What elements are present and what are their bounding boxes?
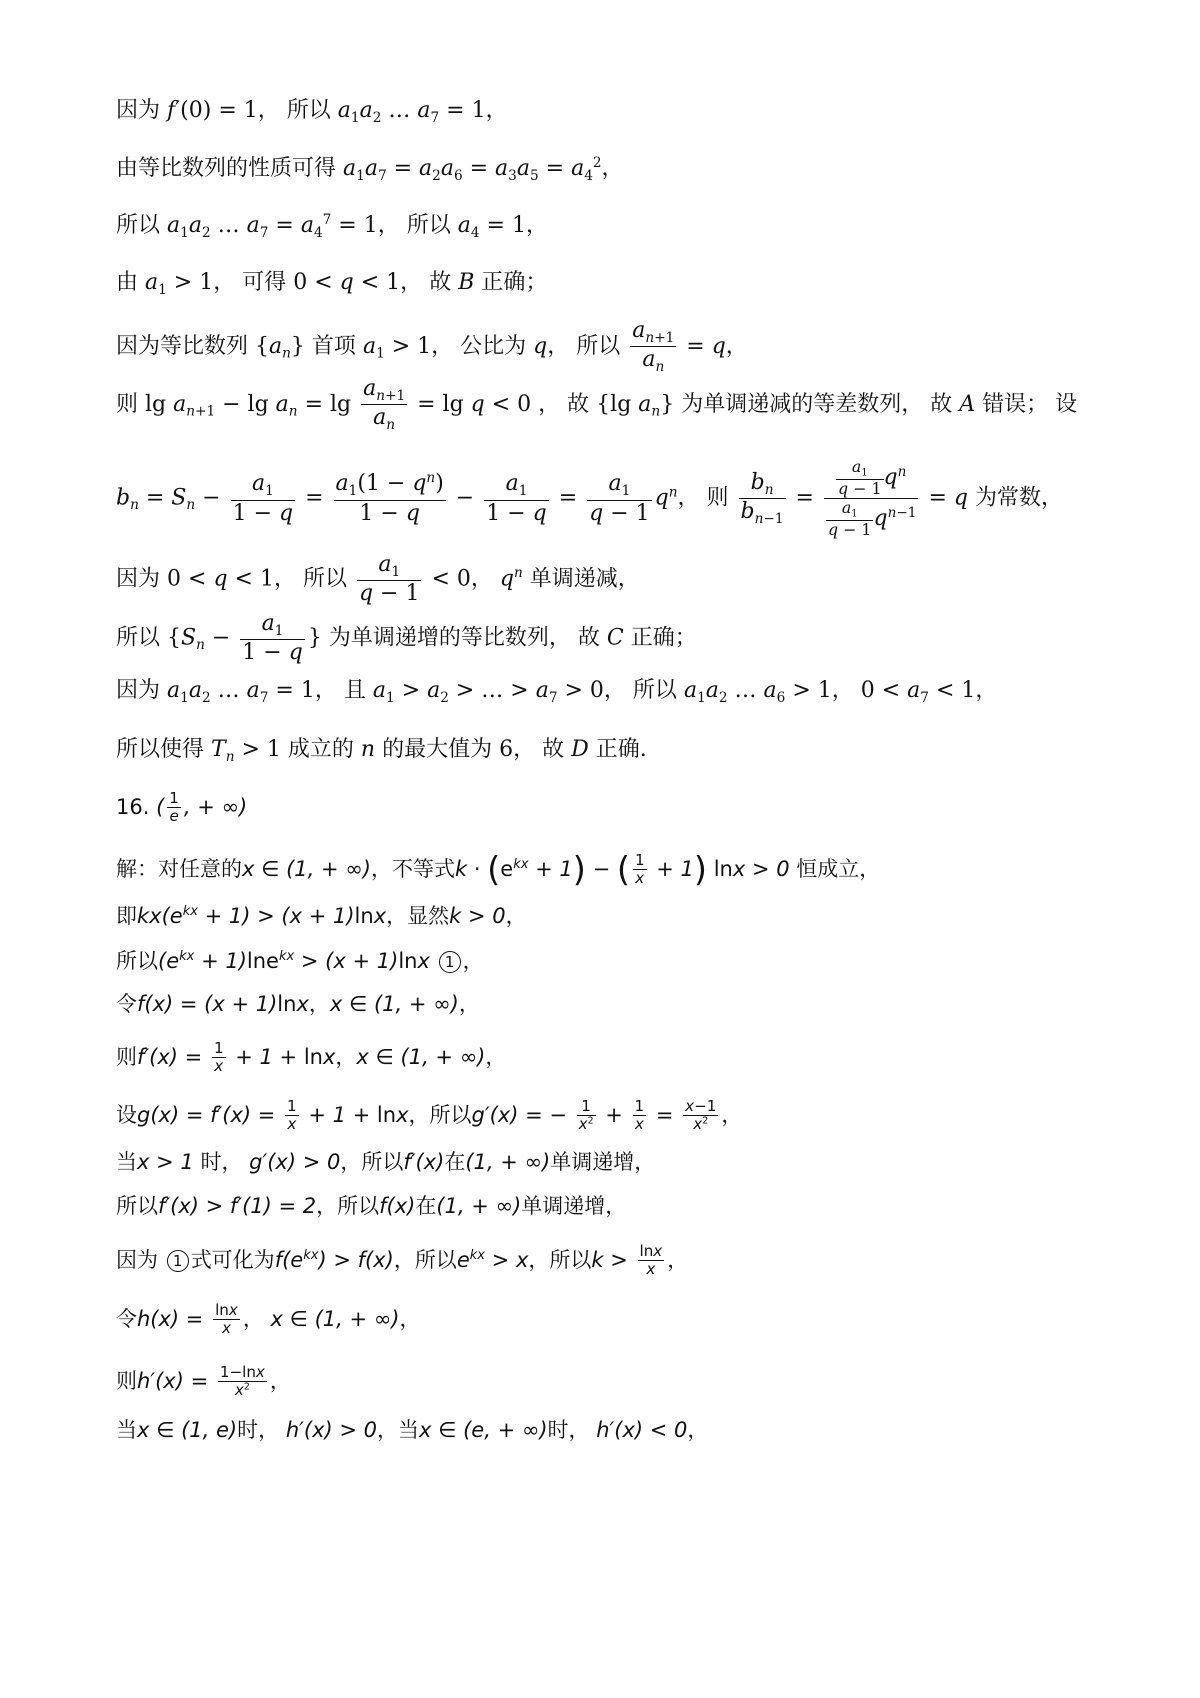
problem-number: 16. xyxy=(116,794,150,819)
text: 故 xyxy=(930,391,953,417)
circled-one: 1 xyxy=(167,1250,189,1272)
text: 所以使得 xyxy=(116,737,205,762)
line-16-12: 当x ∈ (1, e)时， h′(x) > 0，当x ∈ (e, + ∞)时， h′(x) < 0， xyxy=(116,1418,709,1442)
line-16-4: 令f(x) = (x + 1)lnx，x ∈ (1, + ∞)， xyxy=(116,992,480,1016)
text: 在 xyxy=(415,1194,437,1218)
text: 所以 xyxy=(116,213,161,239)
line-16-5: 则f′(x) = $\frac{1}{x}$ + 1 + lnx，x ∈ (1, + ∞)， xyxy=(116,1039,507,1076)
text: 故 xyxy=(542,737,565,762)
text: 在 xyxy=(444,1150,466,1174)
text: 令 xyxy=(116,992,137,1016)
text: 的最大值为 6 xyxy=(382,737,514,762)
line-16-1: 解：对任意的x ∈ (1, + ∞)，不等式$k \cdot (e^{kx} + 1)$ − ( $\frac{1}{x}$ + 1) lnx > 0 恒成立， xyxy=(116,850,881,890)
text: 所以 xyxy=(116,625,161,651)
line-1: 因为 f′(0) = 1， 所以 $a_1a_2$ … $a_7 = 1$， xyxy=(116,98,508,126)
circled-one: 1 xyxy=(439,951,461,973)
text: 公比为 xyxy=(460,333,527,359)
answer-numerator: 1 xyxy=(169,789,179,807)
text: 时 xyxy=(237,1418,259,1442)
text: 则 xyxy=(116,1044,137,1069)
text: 设 xyxy=(116,1102,137,1127)
text: 由 xyxy=(116,270,139,295)
text: 所以 xyxy=(549,1247,592,1272)
text: 为常数 xyxy=(974,485,1041,511)
line-3: 所以 $a_1a_2$ … $a_7 = a_4^7 = 1$， 所以 $a_4 = 1$， xyxy=(116,212,548,241)
text: 首项 xyxy=(311,333,356,359)
line-16-3: 所以$(e^{kx} + 1)\ln e^{kx} > (x + 1)\ln x$ 1 ， xyxy=(116,948,484,973)
line-16-10: 令h(x) = $\frac{\ln x}{x}$ ， x ∈ (1, + ∞)， xyxy=(116,1301,421,1338)
text: 因为 xyxy=(116,98,161,123)
text: 令 xyxy=(116,1306,137,1331)
text: 故 xyxy=(567,391,590,417)
text: 因为等比数列 xyxy=(116,333,249,359)
text: 正确 xyxy=(595,737,640,762)
line-2: 由等比数列的性质可得 $a_1a_7 = a_2a_6 = a_3a_5 = a_4^2$， xyxy=(116,155,624,184)
text: 所以 xyxy=(286,98,331,123)
text: 时 xyxy=(200,1150,222,1174)
line-16-2: 即$kx(e^{kx} + 1) > (x + 1)\ln x$，显然k > 0， xyxy=(116,903,527,928)
line-5: 因为等比数列 $\{a_n\}$ 首项 $a_1 > 1$， 公比为 q， 所以 $\frac{a_{n+1}}{a_n}$ = q， xyxy=(116,318,748,376)
option-label: D xyxy=(571,737,589,762)
text: 所以 xyxy=(116,1194,158,1218)
problem-16-answer: 16. ( $\frac{1}{e}$ , + ∞) xyxy=(116,789,248,826)
text: 单调递增 xyxy=(521,1194,606,1218)
line-16-11: 则h′(x) = $\frac{1-\ln x}{x^2}$ ， xyxy=(116,1363,291,1400)
line-16-6: 设g(x) = f′(x) = $\frac{1}{x}$ + 1 + lnx，所以g′(x) = − $\frac{1}{x^2}$ + $\frac{1}{x}$ = $\frac{x-1}{x^2}$ ， xyxy=(116,1097,743,1134)
text: 即 xyxy=(116,903,137,928)
text: 所以 xyxy=(406,213,451,239)
text: 解：对任意的 xyxy=(116,856,242,881)
line-7: $b_n = S_n$ − $\frac{a_1}{1 - q}$ = $\frac{a_1(1 - q^n)}{1 - q}$ − $\frac{a_1}{1 - q}$ = $\frac{a_1}{q - 1}$ $q^n$， 则 $\frac{b_n}{b_{n-1}}$ = $\frac{a_1}{q - 1}$ $q^n$ $\frac{a_1}{q - 1}$ $q^{n-1}$ = q 为常数， xyxy=(116,457,1063,539)
text: 且 xyxy=(343,678,366,703)
text: 所以 xyxy=(414,1247,457,1272)
line-4: 由 $a_1 > 1$， 可得 0 < q < 1， 故 B 正确； xyxy=(116,270,548,298)
text: 单调递增 xyxy=(550,1150,635,1174)
text: 所以 xyxy=(302,566,347,592)
line-11: 所以使得 $T_n > 1$ 成立的 n 的最大值为 6， 故 D 正确. xyxy=(116,737,647,765)
text: 故 xyxy=(577,625,600,651)
text: 则 xyxy=(116,1368,137,1393)
text: 所以 xyxy=(361,1150,404,1174)
line-6: 则 $\lg a_{n+1} - \lg a_n = \lg$ $\frac{a_{n+1}}{a_n}$ = lg q < 0 ， 故 {lg $a_n$} 为单调递减的等差数列， 故 A 错误； 设 xyxy=(116,376,1078,434)
line-16-9: 因为 1 式可化为$f(e^{kx}) > f(x)$，所以$e^{kx} > x$，所以k > $\frac{\ln x}{x}$ ， xyxy=(116,1242,689,1279)
text: 所以 xyxy=(429,1102,472,1127)
text: 正确 xyxy=(630,625,675,651)
answer-denominator: e xyxy=(169,807,179,826)
text: 当 xyxy=(116,1150,137,1174)
option-label: B xyxy=(458,270,475,295)
text: 可得 xyxy=(242,270,287,295)
option-label: C xyxy=(606,625,624,651)
text: 则 xyxy=(116,391,139,417)
text: 为单调递减的等差数列 xyxy=(681,391,902,417)
text: 时 xyxy=(547,1418,569,1442)
text: 由等比数列的性质可得 xyxy=(116,156,337,182)
text: 显然 xyxy=(407,903,450,928)
text: 式可化为 xyxy=(190,1247,275,1272)
line-9: 所以 {$S_n$ − $\frac{a_1}{1 - q}$ } 为单调递增的等比数列， 故 C 正确； xyxy=(116,611,697,666)
text: 错误 xyxy=(982,391,1027,417)
text: 恒成立 xyxy=(796,856,860,881)
text: 因为 xyxy=(116,566,161,592)
text: 所以 xyxy=(576,333,621,359)
text: 成立的 xyxy=(287,737,354,762)
text: 不等式 xyxy=(391,856,455,881)
text: 所以 xyxy=(116,948,158,973)
text: 因为 xyxy=(116,1247,158,1272)
text: 所以 xyxy=(632,678,677,703)
text: 为单调递增的等比数列 xyxy=(328,625,549,651)
text: 故 xyxy=(429,270,452,295)
line-16-8: 所以f′(x) > f′(1) = 2，所以f(x)在(1, + ∞)单调递增， xyxy=(116,1194,627,1218)
text: 当 xyxy=(398,1418,420,1442)
text: 设 xyxy=(1055,391,1078,417)
line-8: 因为 0 < q < 1， 所以 $\frac{a_1}{q - 1}$ < 0， $q^n$ 单调递减， xyxy=(116,552,640,607)
text: 单调递减 xyxy=(529,566,618,592)
option-label: A xyxy=(959,391,976,417)
text: 所以 xyxy=(337,1194,380,1218)
text: 当 xyxy=(116,1418,137,1442)
answer-tail: , + ∞) xyxy=(183,794,248,819)
line-10: 因为 $a_1a_2$ … $a_7 = 1$， 且 $a_1 > a_2$ > … > $a_7 > 0$， 所以 $a_1a_2$ … $a_6 > 1$， $0 < a_7 < 1$， xyxy=(116,678,998,706)
text: 因为 xyxy=(116,678,161,703)
text: 则 xyxy=(706,485,729,511)
text: 正确 xyxy=(481,270,526,295)
line-16-7: 当x > 1 时， g′(x) > 0，所以f′(x)在(1, + ∞)单调递增， xyxy=(116,1150,656,1174)
